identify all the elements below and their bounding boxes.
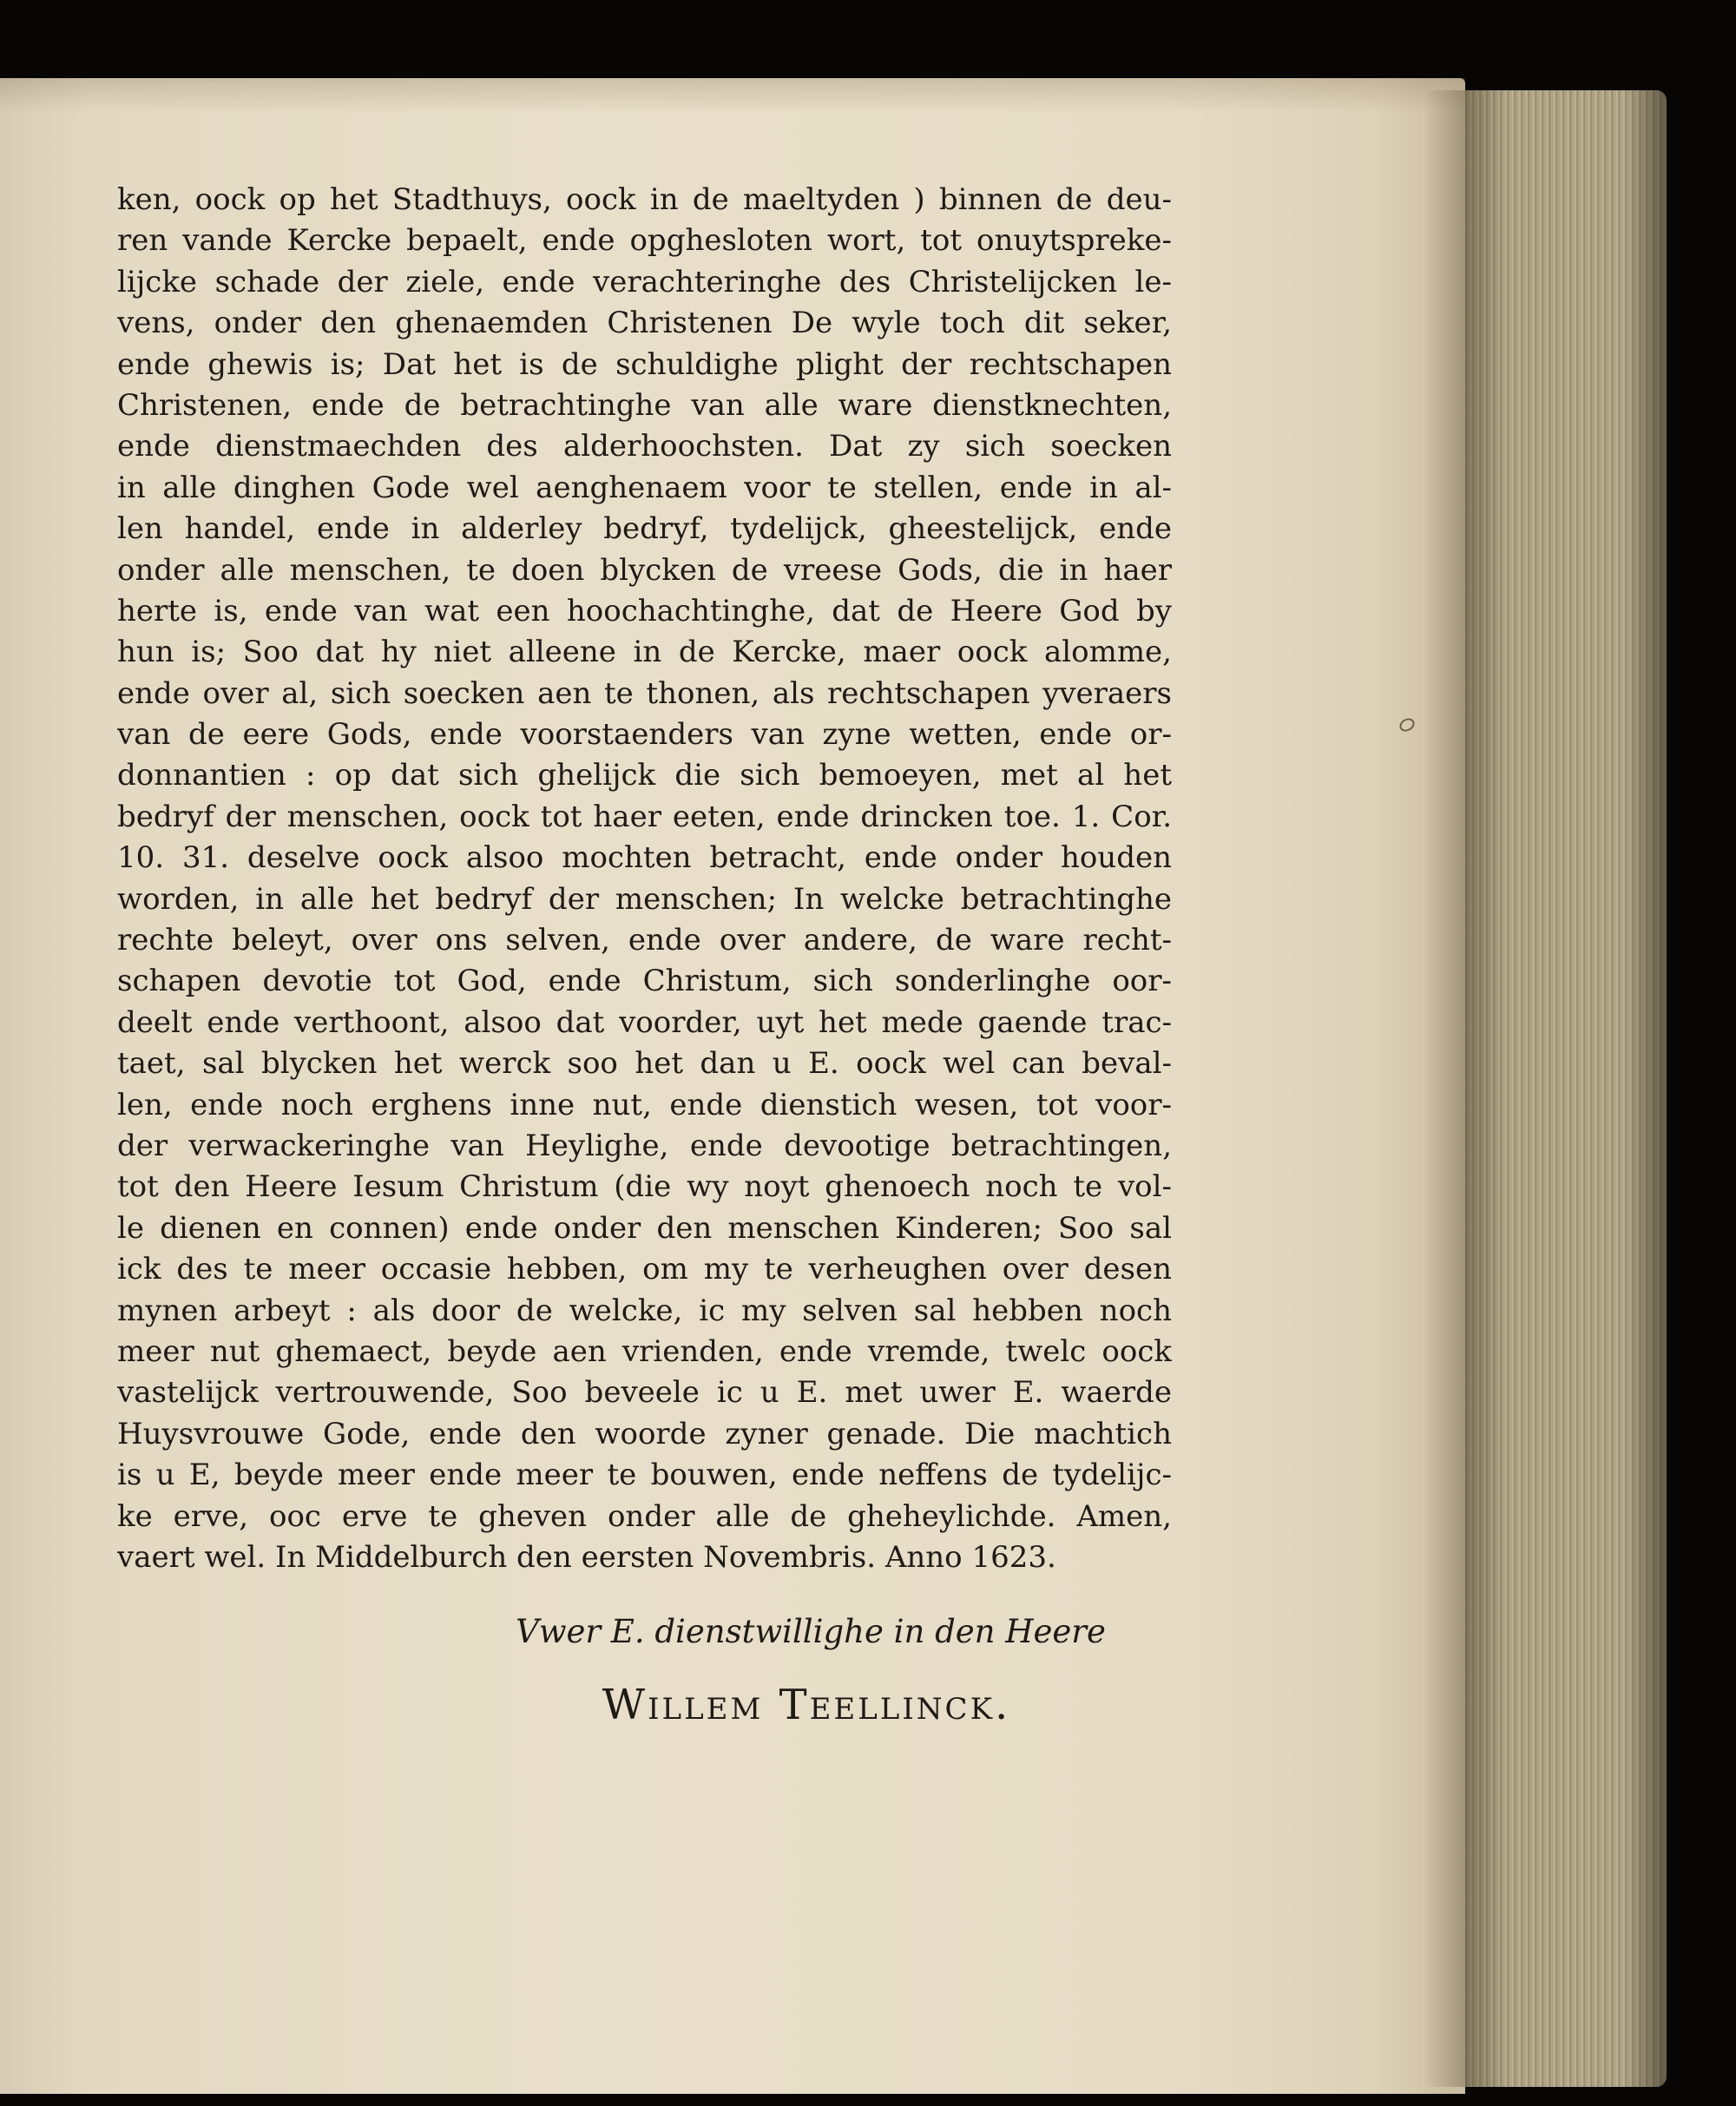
text-line: in alle dinghen Gode wel aenghenaem voor te stellen, ende in al- [117, 470, 1172, 505]
text-line: ick des te meer occasie hebben, om my te verheughen over desen [117, 1252, 1172, 1287]
book-edge-shadow [1455, 90, 1667, 2087]
text-line: der verwackeringhe van Heylighe, ende devootige betrachtingen, [117, 1128, 1172, 1163]
text-line: deelt ende verthoont, alsoo dat voorder, uyt het mede gaende trac- [117, 1004, 1172, 1040]
text-line: is u E, beyde meer ende meer te bouwen, ende neffens de tydelijc- [117, 1458, 1172, 1493]
page-top-shadow [0, 78, 1465, 113]
text-line: onder alle menschen, te doen blycken de vreese Gods, die in haer [117, 552, 1172, 588]
text-line: 10. 31. deselve oock alsoo mochten betracht, ende onder houden [117, 840, 1172, 876]
text-line: vens, onder den ghenaemden Christenen De wyle toch dit seker, [117, 306, 1172, 341]
text-line: len handel, ende in alderley bedryf, tydelijck, gheestelijck, ende [117, 511, 1172, 547]
text-line: ende dienstmaechden des alderhoochsten. Dat zy sich soecken [117, 429, 1172, 464]
text-line: van de eere Gods, ende voorstaenders van zyne wetten, ende or- [117, 717, 1172, 753]
text-line: ke erve, ooc erve te gheven onder alle de gheheylichde. Amen, [117, 1498, 1172, 1534]
text-line: le dienen en connen) ende onder den menschen Kinderen; Soo sal [117, 1210, 1172, 1246]
text-line: donnantien : op dat sich ghelijck die sich bemoeyen, met al het [117, 758, 1172, 793]
text-line: vastelijck vertrouwende, Soo beveele ic u E. met uwer E. waerde [117, 1375, 1172, 1411]
text-line: bedryf der menschen, oock tot haer eeten, ende drincken toe. 1. Cor. [117, 799, 1172, 834]
text-line: hun is; Soo dat hy niet alleene in de Kercke, maer oock alomme, [117, 635, 1172, 670]
text-line: len, ende noch erghens inne nut, ende dienstich wesen, tot voor- [117, 1087, 1172, 1122]
text-line: taet, sal blycken het werck soo het dan u E. oock wel can beval- [117, 1046, 1172, 1082]
closing-salutation: Vwer E. dienstwillighe in den Heere [516, 1613, 1106, 1650]
text-line: ren vande Kercke bepaelt, ende opghesloten wort, tot onuytspreke- [117, 223, 1172, 259]
text-line: rechte beleyt, over ons selven, ende over andere, de ware recht- [117, 923, 1172, 958]
text-line: lijcke schade der ziele, ende verachteringhe des Christelijcken le- [117, 264, 1172, 299]
text-line: mynen arbeyt : als door de welcke, ic my selven sal hebben noch [117, 1293, 1172, 1328]
author-signature: Willem Teellinck. [602, 1681, 1011, 1729]
body-text [117, 180, 1172, 1578]
text-line: meer nut ghemaect, beyde aen vrienden, ende vremde, twelc oock [117, 1333, 1172, 1369]
page-gutter-shadow [1424, 90, 1465, 2087]
text-line: tot den Heere Iesum Christum (die wy noyt ghenoech noch te vol- [117, 1169, 1172, 1205]
text-line: ende over al, sich soecken aen te thonen, als rechtschapen yveraers [117, 675, 1172, 711]
text-line: worden, in alle het bedryf der menschen; In welcke betrachtinghe [117, 881, 1172, 917]
text-line: herte is, ende van wat een hoochachtinghe, dat de Heere God by [117, 593, 1172, 629]
text-line: Christenen, ende de betrachtinghe van alle ware dienstknechten, [117, 387, 1172, 423]
text-line: Huysvrouwe Gode, ende den woorde zyner genade. Die machtich [117, 1416, 1172, 1451]
text-line: schapen devotie tot God, ende Christum, sich sonderlinghe oor- [117, 964, 1172, 999]
text-line: ken, oock op het Stadthuys, oock in de maeltyden ) binnen de deu- [117, 182, 1172, 217]
text-line: ende ghewis is; Dat het is de schuldighe plight der rechtschapen [117, 346, 1172, 382]
text-line: vaert wel. In Middelburch den eersten Novembris. Anno 1623. [117, 1539, 1056, 1575]
